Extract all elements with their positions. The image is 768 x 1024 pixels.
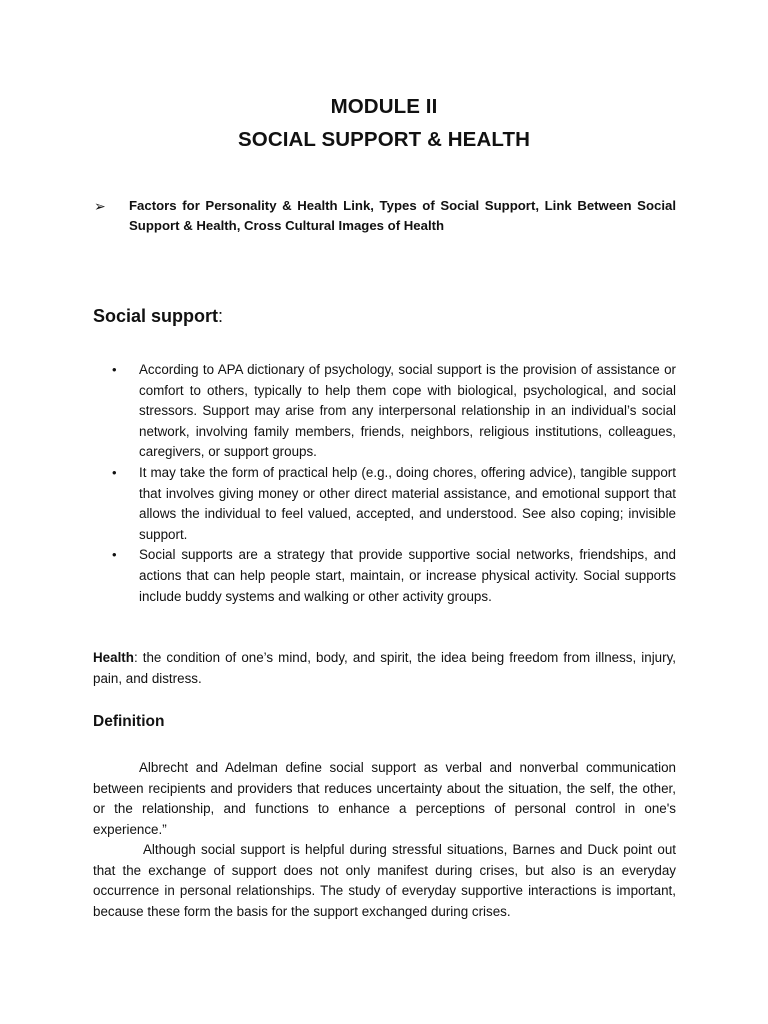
list-item-text: It may take the form of practical help (e.g., doing chores, offering advice), tangible support that involves giving money or other direct material assistance, and emotional support that allows the individual to feel valued, accepted, and understood. See also coping; invisible support. [139,464,676,542]
social-support-list [112,360,676,607]
list-item-text: Social supports are a strategy that provide supportive social networks, friendships, and actions that can help people start, maintain, or increase physical activity. Social supports include buddy systems and walking or other activity groups. [139,547,676,604]
definition-paragraph: Albrecht and Adelman define social support as verbal and nonverbal communication between recipients and providers that reduces uncertainty about the situation, the self, the other, or the relationship, and functions to enhance a perceptions of personal control in one's experience.” [93,760,676,837]
topics-line [94,196,676,236]
health-definition [93,648,676,689]
bullet-icon: • [112,362,117,377]
social-support-heading-text: Social support [93,306,219,326]
definition-paragraph: Although social support is helpful during stressful situations, Barnes and Duck point out that the exchange of support does not only manifest during crises, but also is an everyday occurrence in personal relationships. The study of everyday supportive interactions is important, because these form the basis for the support exchanged during crises. [93,842,676,919]
health-definition-text: : the condition of one’s mind, body, and spirit, the idea being freedom from illness, injury, pain, and distress. [93,650,676,686]
health-term: Health [93,650,134,665]
bullet-icon: • [112,547,117,563]
bullet-icon: • [112,464,117,480]
list-item [112,463,676,545]
list-item [112,360,676,463]
module-title: MODULE II [330,95,438,118]
title-block [0,90,768,156]
page-title: SOCIAL SUPPORT & HEALTH [238,128,530,151]
topics-text: Factors for Personality & Health Link, Types of Social Support, Link Between Social Support & Health, Cross Cultural Images of Health [129,198,676,233]
definition-heading: Definition [93,713,165,730]
social-support-heading [93,306,223,327]
arrow-bullet-icon: ➢ [94,198,106,214]
list-item-text: According to APA dictionary of psychology, social support is the provision of assistance or comfort to others, typically to help them cope with biological, psychological, and social stressors. Support may arise from any interpersonal relationship in an individual’s social network, involving family members, friends, neighbors, religious institutions, colleagues, caregivers, or support groups. [139,362,676,460]
heading-colon: : [218,306,224,326]
list-item [112,545,676,607]
